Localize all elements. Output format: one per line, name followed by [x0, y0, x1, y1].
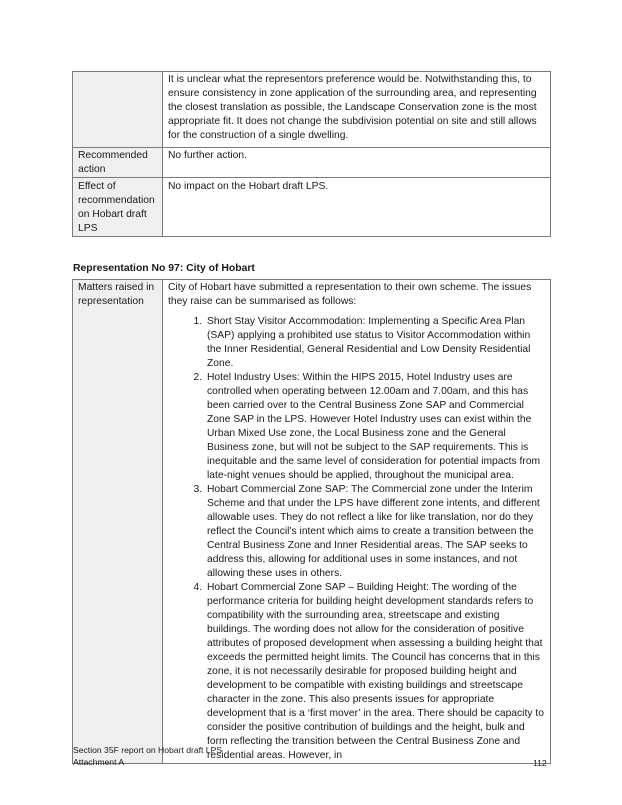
- footer-report-title: Section 35F report on Hobart draft LPS: [73, 745, 223, 755]
- list-item: 4. Hobart Commercial Zone SAP – Building Height: The wording of the performance criteria for building height development standards refers to compatibility with the surrounding area, streetscape and existing buildings. The wording does not allow for the consideration of positive attributes of proposed development when assessing a building height that exceeds the permitted height limits. The Council has concerns that in this zone, it is not necessarily desirable for proposed building height and development to be compatible with existing buildings and streetscape character in the zone. This also presents issues for appropriate development that is a ‘first mover’ in the area. There should be capacity to consider the positive contribution of buildings and the height, bulk and form reflecting the transition between the Central Business Zone and residential areas. However, in: [205, 581, 545, 763]
- issues-list: [168, 315, 545, 763]
- list-item: 2. Hotel Industry Uses: Within the HIPS 2015, Hotel Industry uses are controlled when operating between 12.00am and 7.00am, and this has been carried over to the Central Business Zone SAP and Commercial Zone SAP in the LPS. However Hotel Industry uses can exist within the Urban Mixed Use zone, the Local Business zone and the General Business zone, but will not be subject to the SAP requirements. This is inequitable and the same level of consideration for potential impacts from late-night venues should be applied, throughout the municipal area.: [205, 371, 545, 483]
- recommended-action-label: Recommended action: [73, 148, 163, 178]
- section-heading: Representation No 97: City of Hobart: [73, 263, 255, 274]
- page-number: 112: [533, 758, 547, 768]
- footer-attachment: Attachment A: [73, 757, 125, 767]
- assessment-table: [72, 71, 551, 237]
- table-row: [73, 148, 551, 178]
- matters-label: Matters raised in representation: [73, 280, 163, 764]
- matters-content: [163, 280, 551, 764]
- row-label-empty: [73, 72, 163, 148]
- list-item: 3. Hobart Commercial Zone SAP: The Commercial zone under the Interim Scheme and that under the LPS have different zone intents, and different allowable uses. They do not reflect a like for like translation, nor do they reflect the Council’s intent which aims to create a transition between the Central Business Zone and Inner Residential areas. The SAP seeks to address this, allowing for additional uses in some instances, and not allowing these uses in others.: [205, 483, 545, 581]
- table-row: [73, 280, 551, 764]
- intro-text: City of Hobart have submitted a representation to their own scheme. The issues they raise can be summarised as follows:: [168, 282, 532, 307]
- table-row: [73, 178, 551, 237]
- list-item: 1. Short Stay Visitor Accommodation: Implementing a Specific Area Plan (SAP) applying a prohibited use status to Visitor Accommodation within the Inner Residential, General Residential and Low Density Residential Zone.: [205, 315, 545, 371]
- assessment-text: It is unclear what the representors preference would be. Notwithstanding this, to ensure consistency in zone application of the surrounding area, and representing the closest translation as possible, the Landscape Conservation zone is the most appropriate fit. It does not change the subdivision potential on site and still allows for the construction of a single dwelling.: [163, 72, 551, 148]
- table-row: [73, 72, 551, 148]
- effect-text: No impact on the Hobart draft LPS.: [163, 178, 551, 237]
- representation-table: [72, 279, 551, 764]
- recommended-action-text: No further action.: [163, 148, 551, 178]
- effect-label: Effect of recommendation on Hobart draft LPS: [73, 178, 163, 237]
